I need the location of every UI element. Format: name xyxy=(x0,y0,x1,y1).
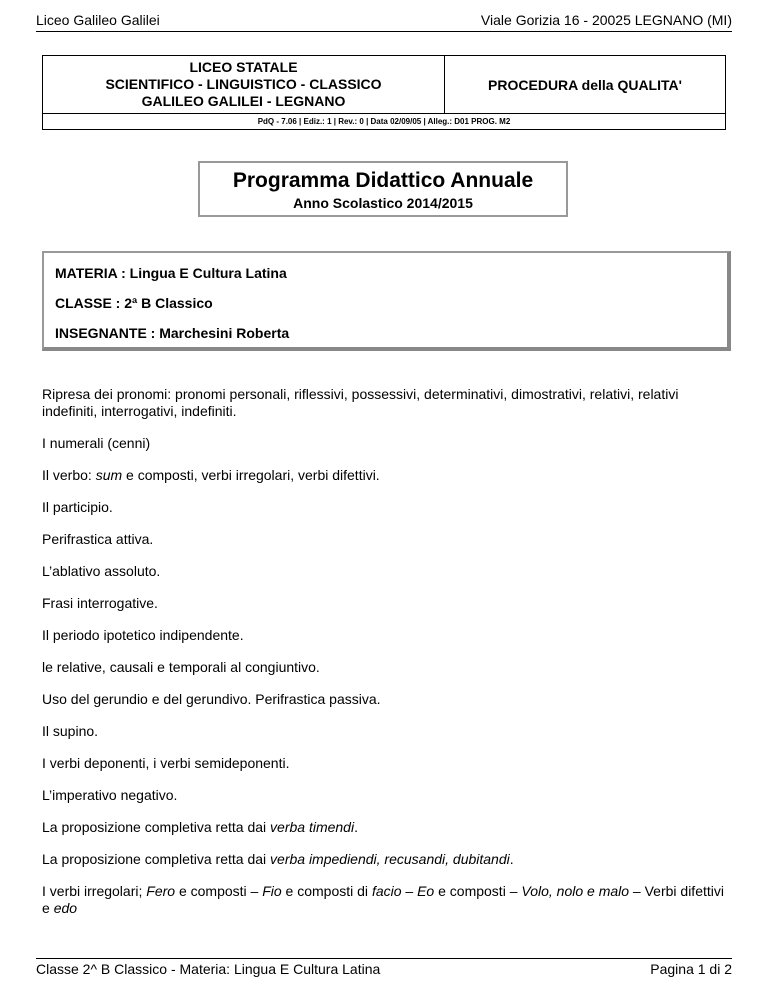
running-header-address: Viale Gorizia 16 - 20025 LEGNANO (MI) xyxy=(480,12,732,28)
class-line: CLASSE : 2ª B Classico xyxy=(55,295,213,311)
topic-item: Il participio. xyxy=(42,499,113,515)
topic-item: I verbi deponenti, i verbi semideponenti. xyxy=(42,755,290,771)
page-number: Pagina 1 di 2 xyxy=(650,961,732,977)
topic-item: Ripresa dei pronomi: pronomi personali, riflessivi, possessivi, determinativi, dimostrativi, relativi, relativi indefiniti, interrogativi, indefiniti. xyxy=(42,386,679,419)
school-line-3: GALILEO GALILEI - LEGNANO xyxy=(141,93,346,109)
topic-item: Uso del gerundio e del gerundivo. Perifrastica passiva. xyxy=(42,691,381,707)
title-box xyxy=(198,161,568,217)
topic-item xyxy=(42,819,732,836)
topic-item: Il periodo ipotetico indipendente. xyxy=(42,627,244,643)
topic-text: e composti, verbi irregolari, verbi difettivi. xyxy=(122,467,380,483)
school-year: Anno Scolastico 2014/2015 xyxy=(293,195,473,211)
topic-text: I verbi irregolari; xyxy=(42,883,147,899)
topic-text: Il verbo: xyxy=(42,467,96,483)
topic-italic: Volo, nolo e malo xyxy=(521,883,630,899)
program-content xyxy=(42,386,732,932)
topic-italic: edo xyxy=(53,900,78,916)
teacher-line: INSEGNANTE : Marchesini Roberta xyxy=(55,325,290,341)
school-line-1: LICEO STATALE xyxy=(189,59,298,75)
footer-course: Classe 2^ B Classico - Materia: Lingua E Cultura Latina xyxy=(36,961,381,977)
document-meta: PdQ - 7.06 | Ediz.: 1 | Rev.: 0 | Data 02/09/05 | Alleg.: D01 PROG. M2 xyxy=(43,113,725,129)
topic-italic: sum xyxy=(95,467,123,483)
topic-item xyxy=(42,851,732,868)
topic-italic: Fio xyxy=(262,883,282,899)
running-header-rule xyxy=(36,31,732,32)
topic-item: Il supino. xyxy=(42,723,99,739)
topic-item: L’imperativo negativo. xyxy=(42,787,178,803)
topic-text: . xyxy=(509,851,514,867)
page-title: Programma Didattico Annuale xyxy=(232,169,534,192)
topic-text: e composti – xyxy=(434,883,522,899)
school-name-cell xyxy=(43,56,445,113)
topic-text: – xyxy=(401,883,418,899)
topic-italic: Fero xyxy=(146,883,176,899)
subject-line: MATERIA : Lingua E Cultura Latina xyxy=(55,265,287,281)
topic-italic: verba timendi xyxy=(270,819,355,835)
topic-item: L’ablativo assoluto. xyxy=(42,563,161,579)
topic-item: I numerali (cenni) xyxy=(42,435,151,451)
school-line-2: SCIENTIFICO - LINGUISTICO - CLASSICO xyxy=(105,76,382,92)
topic-item: Perifrastica attiva. xyxy=(42,531,154,547)
topic-item xyxy=(42,883,732,917)
topic-text: e composti – xyxy=(175,883,263,899)
quality-header-table xyxy=(42,55,726,130)
topic-item xyxy=(42,467,732,484)
topic-text: – Verbi difettivi e xyxy=(42,883,724,916)
topic-text: La proposizione completiva retta dai xyxy=(42,819,271,835)
topic-text: La proposizione completiva retta dai xyxy=(42,851,271,867)
quality-header-row xyxy=(43,56,725,113)
topic-text: . xyxy=(354,819,358,835)
topic-text: e composti di xyxy=(281,883,372,899)
topic-italic: facio xyxy=(371,883,402,899)
topic-item: le relative, causali e temporali al congiuntivo. xyxy=(42,659,320,675)
footer-rule xyxy=(36,958,732,959)
running-header-school: Liceo Galileo Galilei xyxy=(36,12,160,28)
procedure-cell: PROCEDURA della QUALITA' xyxy=(488,76,682,93)
topic-italic: Eo xyxy=(417,883,435,899)
course-info-box xyxy=(42,251,731,351)
topic-item: Frasi interrogative. xyxy=(42,595,158,611)
topic-italic: verba impediendi, recusandi, dubitandi xyxy=(270,851,510,867)
